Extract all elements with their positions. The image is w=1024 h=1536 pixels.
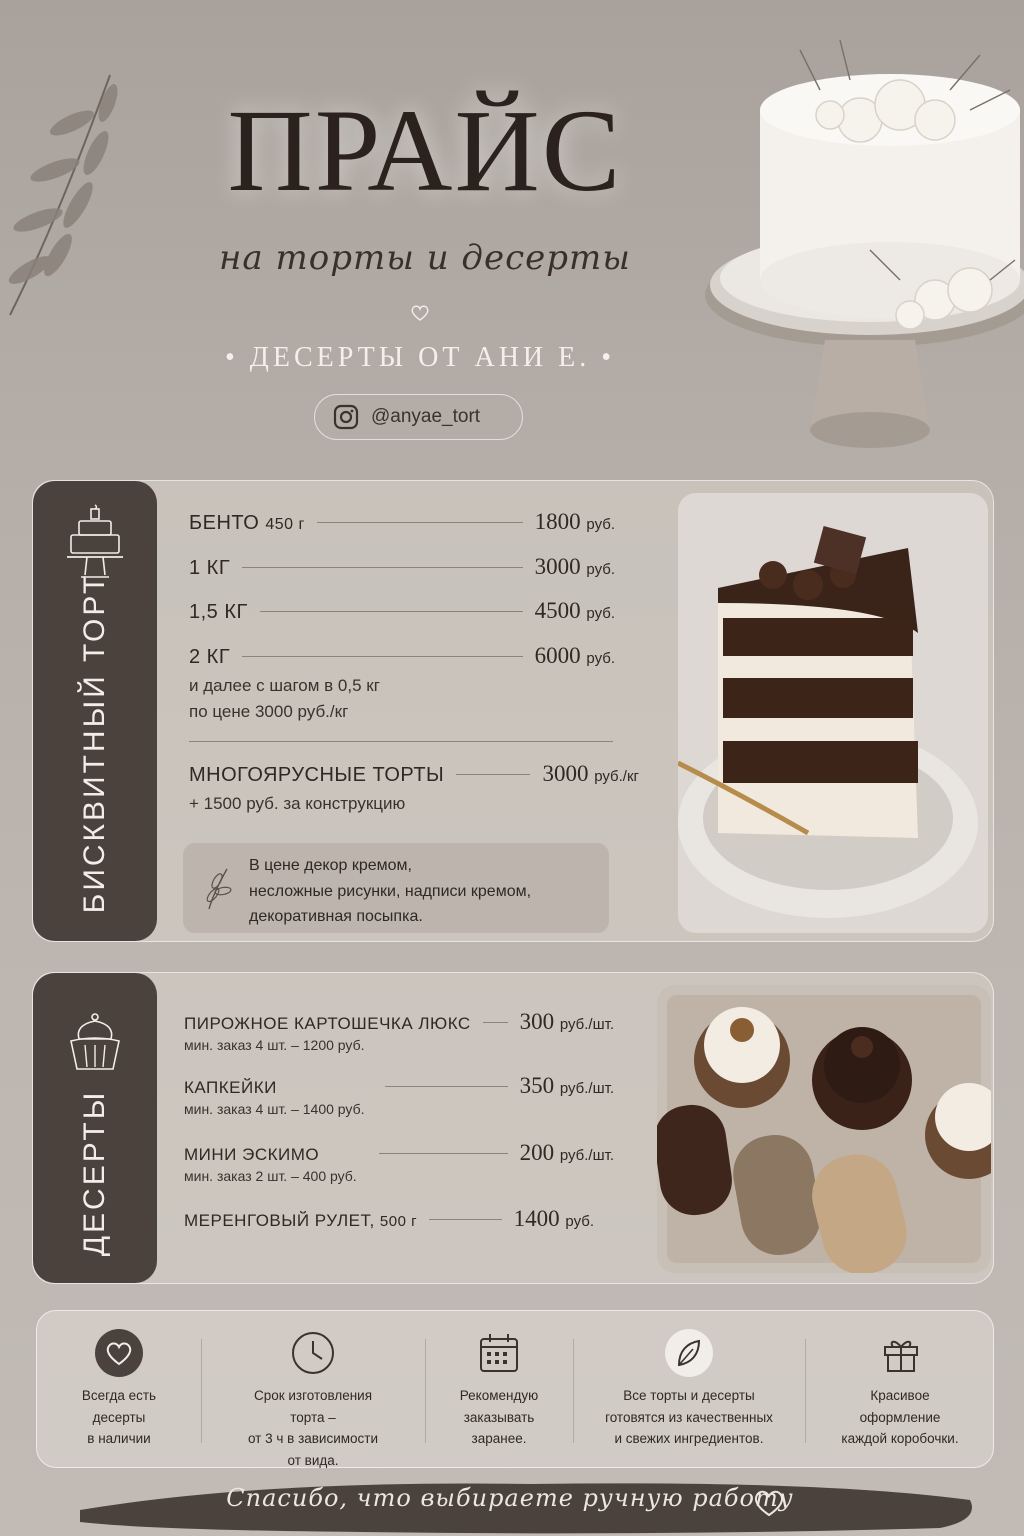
heart-icon [752, 1488, 786, 1518]
cake-slice-photo [678, 493, 988, 933]
min-order-note: мин. заказ 4 шт. – 1200 руб. [184, 1037, 365, 1053]
price-row-1kg: 1 КГ 3000 руб. [189, 554, 615, 579]
price-row-eskimo: МИНИ ЭСКИМО 200 руб./шт. [184, 1140, 614, 1165]
dessert-section-sidebar [33, 973, 157, 1283]
feature-order-ahead: Рекомендую заказывать заранее. [425, 1311, 573, 1469]
cake-section-label: БИСКВИТНЫЙ ТОРТ [77, 572, 111, 914]
page-subtitle: на торты и десерты [219, 238, 631, 278]
calendar-icon [475, 1329, 523, 1377]
min-order-note: мин. заказ 4 шт. – 1400 руб. [184, 1101, 365, 1117]
clock-icon [289, 1329, 337, 1377]
leaf-icon [201, 865, 233, 913]
price-row-1-5kg: 1,5 КГ 4500 руб. [189, 598, 615, 623]
divider [189, 741, 613, 742]
desserts-photo [657, 985, 991, 1273]
instagram-handle: @anyae_tort [371, 406, 481, 427]
leaf-icon [665, 1329, 713, 1377]
feature-gift-packaging: Красивое оформление каждой коробочки. [805, 1311, 995, 1469]
price-row-kartoshka: ПИРОЖНОЕ КАРТОШЕЧКА ЛЮКС 300 руб./шт. [184, 1009, 614, 1034]
page-title: ПРАЙС [227, 85, 623, 216]
price-row-bento: БЕНТО 450 г 1800 руб. [189, 509, 615, 534]
cake-section-sidebar [33, 481, 157, 941]
features-bar [36, 1310, 994, 1468]
cake-price-panel [32, 480, 994, 942]
step-note: и далее с шагом в 0,5 кг по цене 3000 руб./кг [189, 676, 380, 721]
heart-icon [410, 304, 430, 322]
cake-icon [65, 503, 125, 583]
instagram-link[interactable] [314, 394, 523, 440]
heart-icon [95, 1329, 143, 1377]
min-order-note: мин. заказ 2 шт. – 400 руб. [184, 1168, 357, 1184]
tiered-note: + 1500 руб. за конструкцию [189, 794, 406, 813]
feature-quality-ingredients: Все торты и десерты готовятся из качественных и свежих ингредиентов. [573, 1311, 805, 1469]
brand-name: • ДЕСЕРТЫ ОТ АНИ Е. • [224, 342, 616, 373]
dessert-section-label: ДЕСЕРТЫ [77, 1089, 111, 1257]
decor-info-box [183, 843, 609, 933]
thank-you-message: Спасибо, что выбираете ручную работу [226, 1484, 794, 1512]
feature-always-available: Всегда есть десерты в наличии [37, 1311, 201, 1469]
dessert-price-panel [32, 972, 994, 1284]
price-row-cupcakes: КАПКЕЙКИ 350 руб./шт. [184, 1073, 614, 1098]
decor-info-text: В цене декор кремом, несложные рисунки, надписи кремом, декоративная посыпка. [249, 857, 532, 926]
cupcake-icon [65, 1009, 125, 1089]
price-row-2kg: 2 КГ 6000 руб. [189, 643, 615, 668]
hero-cake-image [700, 30, 1024, 460]
price-row-tiered: МНОГОЯРУСНЫЕ ТОРТЫ 3000 руб./кг [189, 761, 639, 786]
instagram-icon [333, 404, 359, 430]
feature-production-time: Срок изготовления торта – от 3 ч в зависимости от вида. [201, 1311, 425, 1469]
price-row-meringue: МЕРЕНГОВЫЙ РУЛЕТ, 500 г 1400 руб. [184, 1206, 594, 1231]
leaf-branch-decoration [0, 55, 130, 325]
gift-icon [877, 1329, 925, 1377]
